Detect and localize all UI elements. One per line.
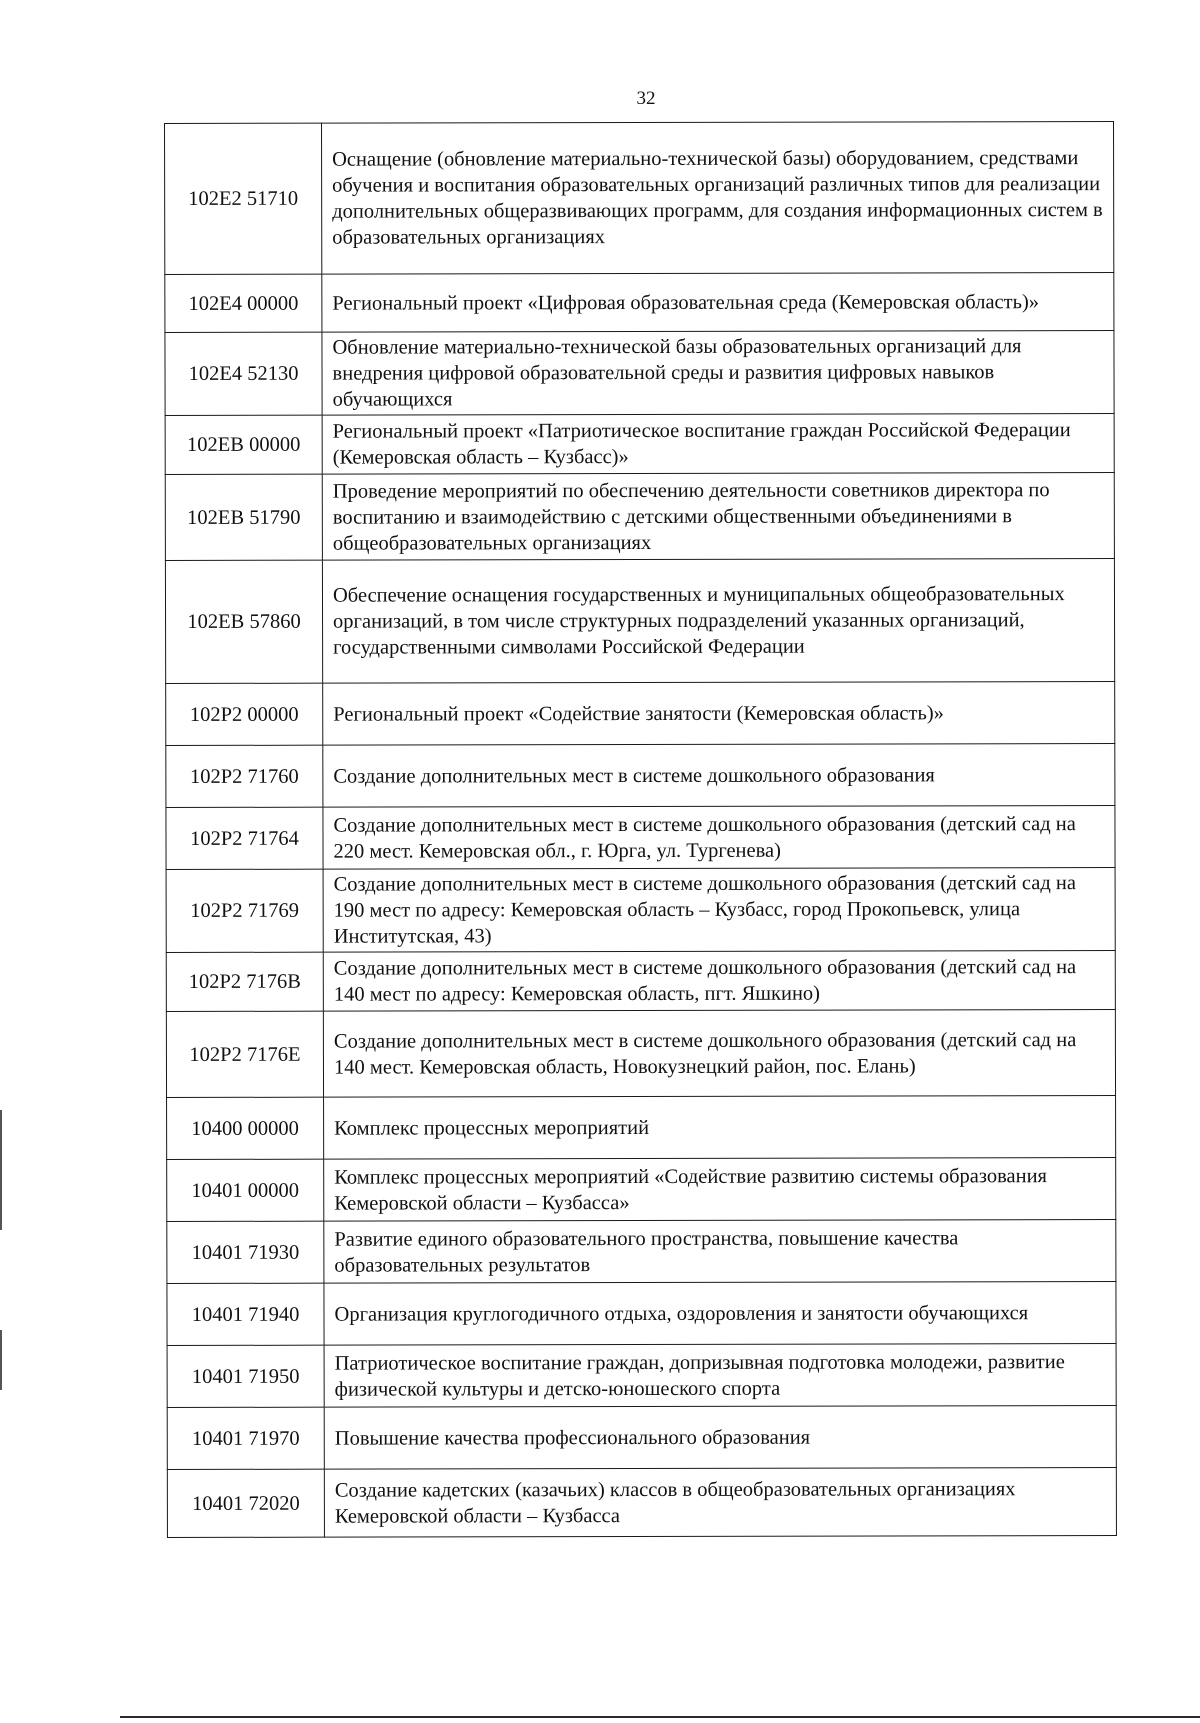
row-description-cell: Повышение качества профессионального образования: [324, 1406, 1116, 1470]
row-description-cell: Создание кадетских (казачьих) классов в общеобразовательных организациях Кемеровской области – Кузбасса: [324, 1468, 1116, 1538]
row-description-cell: Создание дополнительных мест в системе дошкольного образования (детский сад на 140 мест по адресу: Кемеровская область, пгт. Яшкино): [323, 951, 1115, 1012]
row-code-cell: 10401 71950: [167, 1345, 324, 1407]
row-description-cell: Оснащение (обновление материально-технической базы) оборудованием, средствами обучения и воспитания образовательных организаций различных типов для реализации дополнительных общеразвивающих программ, для создания информационных систем в образовательных организациях: [322, 122, 1114, 275]
page-number: 32: [636, 88, 656, 109]
row-code-cell: 102EB 57860: [165, 560, 322, 683]
row-code-cell: 10401 00000: [167, 1159, 324, 1221]
table-body: [165, 122, 1117, 1538]
row-description-cell: Обеспечение оснащения государственных и муниципальных общеобразовательных организаций, в том числе структурных подразделений указанных организаций, государственными символами Российской Федерации: [322, 559, 1114, 684]
table-row: [165, 414, 1114, 475]
row-code-cell: 102EB 51790: [165, 474, 322, 560]
row-description-cell: Развитие единого образовательного пространства, повышение качества образовательных результатов: [324, 1220, 1116, 1284]
row-description-cell: Создание дополнительных мест в системе дошкольного образования (детский сад на 140 мест. Кемеровская область, Новокузнецкий район, пос. Елань): [323, 1010, 1115, 1098]
row-description-cell: Организация круглогодичного отдыха, оздоровления и занятости обучающихся: [324, 1282, 1116, 1346]
row-code-cell: 102P2 71764: [166, 807, 323, 869]
row-description-cell: Комплекс процессных мероприятий: [324, 1096, 1116, 1160]
row-description-cell: Создание дополнительных мест в системе дошкольного образования: [323, 744, 1115, 808]
row-description-cell: Проведение мероприятий по обеспечению деятельности советников директора по воспитанию и взаимодействию с детскими общественными объединениями в общеобразовательных организациях: [322, 473, 1114, 561]
row-code-cell: 10400 00000: [167, 1097, 324, 1159]
row-description-cell: Создание дополнительных мест в системе дошкольного образования (детский сад на 220 мест. Кемеровская обл., г. Юрга, ул. Тургенева): [323, 806, 1115, 870]
row-code-cell: 102E2 51710: [165, 123, 322, 274]
row-code-cell: 102P2 7176B: [166, 952, 323, 1011]
table-row: [167, 1158, 1116, 1222]
budget-code-table: [164, 121, 1117, 1538]
table-row: [167, 1406, 1116, 1470]
row-code-cell: 10401 71930: [167, 1221, 324, 1283]
row-code-cell: 102E4 00000: [165, 274, 322, 332]
table-row: [166, 1010, 1115, 1098]
row-description-cell: Региональный проект «Содействие занятости (Кемеровская область)»: [323, 682, 1115, 746]
table-row: [166, 744, 1115, 808]
row-description-cell: Патриотическое воспитание граждан, допризывная подготовка молодежи, развитие физической культуры и детско-юношеского спорта: [324, 1344, 1116, 1408]
table-row: [167, 1282, 1116, 1346]
table-row: [165, 331, 1114, 416]
scan-edge-mark: [0, 1110, 2, 1230]
table-row: [167, 1344, 1116, 1408]
table-row: [165, 473, 1114, 561]
table-row: [166, 682, 1115, 746]
row-code-cell: 102EB 00000: [165, 415, 322, 474]
table-row: [165, 273, 1114, 333]
row-description-cell: Комплекс процессных мероприятий «Содействие развитию системы образования Кемеровской области – Кузбасса»: [324, 1158, 1116, 1222]
row-code-cell: 10401 72020: [167, 1469, 324, 1537]
table-row: [166, 868, 1115, 953]
table-row: [167, 1220, 1116, 1284]
row-code-cell: 102P2 71760: [166, 745, 323, 807]
row-description-cell: Обновление материально-технической базы образовательных организаций для внедрения цифровой образовательной среды и развития цифровых навыков обучающихся: [322, 331, 1114, 416]
scan-bottom-line: [120, 1716, 1200, 1718]
table-row: [166, 951, 1115, 1012]
table-row: [167, 1096, 1116, 1160]
scan-edge-mark: [0, 1330, 2, 1390]
table-row: [167, 1468, 1116, 1538]
table-row: [165, 122, 1114, 275]
row-description-cell: Региональный проект «Цифровая образовательная среда (Кемеровская область)»: [322, 273, 1114, 333]
row-code-cell: 102P2 7176E: [166, 1011, 323, 1097]
row-code-cell: 102P2 00000: [166, 683, 323, 745]
table-row: [165, 559, 1114, 684]
row-code-cell: 10401 71970: [167, 1407, 324, 1469]
row-description-cell: Региональный проект «Патриотическое воспитание граждан Российской Федерации (Кемеровская область – Кузбасс)»: [322, 414, 1114, 475]
row-code-cell: 10401 71940: [167, 1283, 324, 1345]
budget-code-table-wrapper: [164, 121, 1117, 1538]
row-code-cell: 102E4 52130: [165, 332, 322, 415]
row-description-cell: Создание дополнительных мест в системе дошкольного образования (детский сад на 190 мест по адресу: Кемеровская область – Кузбасс, город Прокопьевск, улица Институтская, 43): [323, 868, 1115, 953]
table-row: [166, 806, 1115, 870]
row-code-cell: 102P2 71769: [166, 869, 323, 952]
